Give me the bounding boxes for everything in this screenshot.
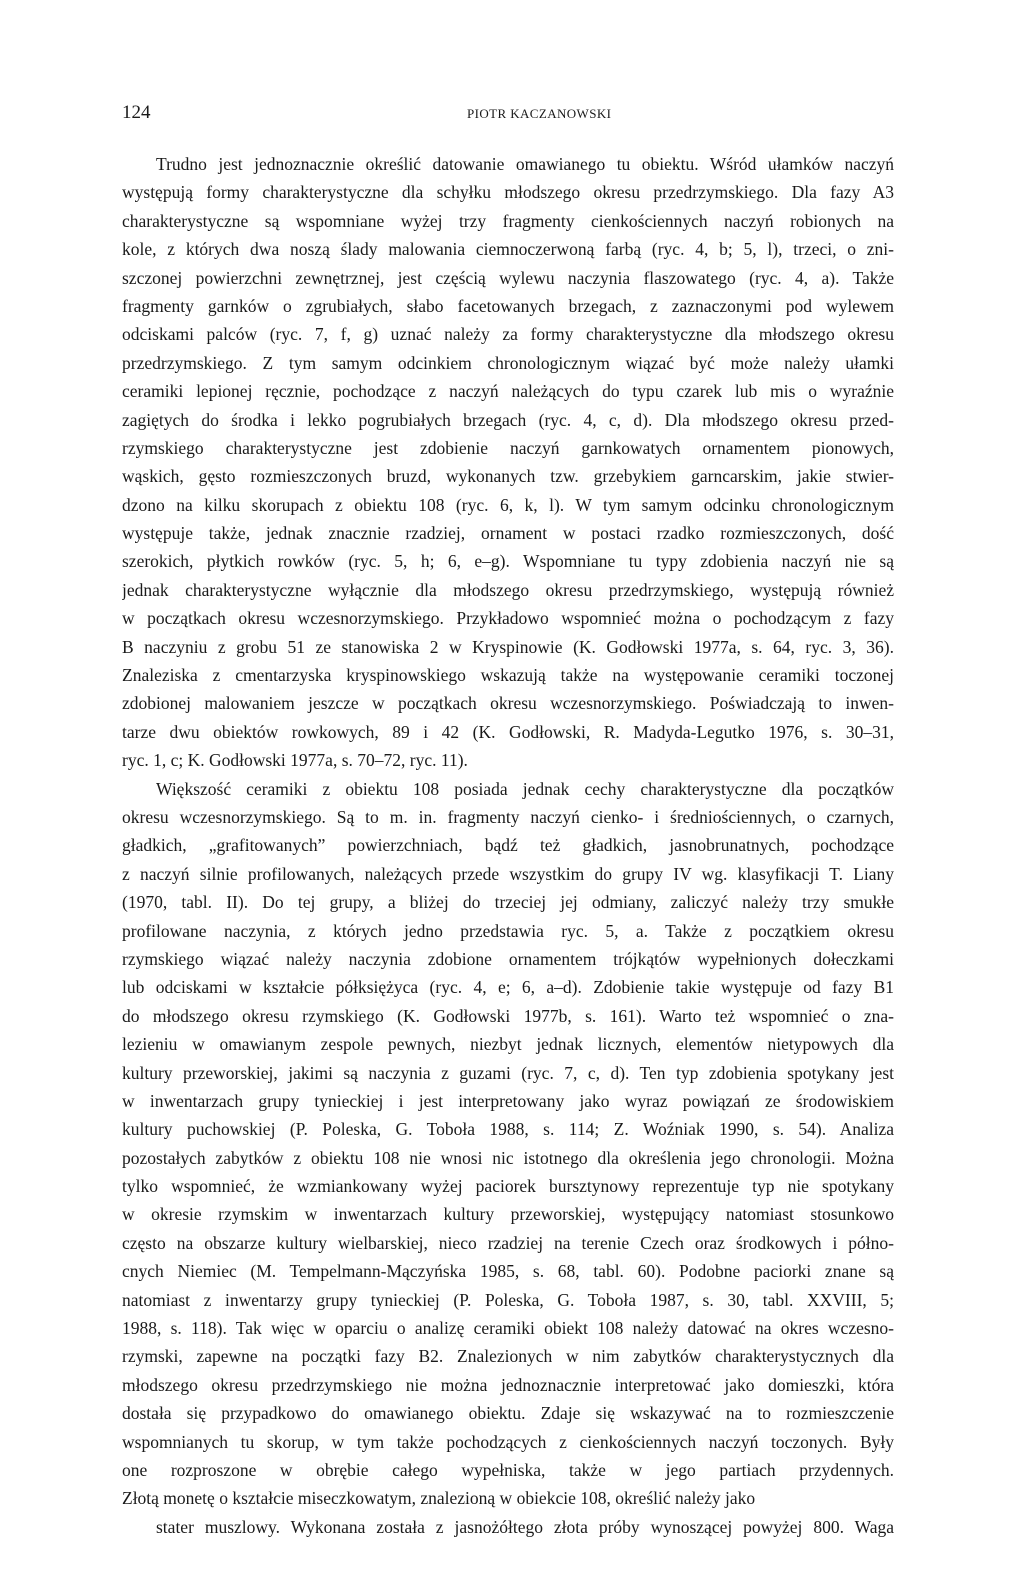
- paragraph-1-line: zagiętych do środka i lekko pogrubiałych brzegach (ryc. 4, c, d). Dla młodszego okresu przed-: [122, 409, 894, 430]
- paragraph-2-line: wspomnianych tu skorup, w tym także pochodzących z cienkościennych naczyń toczonych. Były: [122, 1431, 894, 1452]
- paragraph-2-line: lub odciskami w kształcie półksiężyca (ryc. 4, e; 6, a–d). Zdobienie takie występuje od fazy B1: [122, 977, 894, 998]
- paragraph-2-line: tylko wspomnieć, że wzmiankowany wyżej paciorek bursztynowy reprezentuje typ nie spotykany: [122, 1176, 894, 1197]
- paragraph-2-line: rzymskiego wiązać należy naczynia zdobione ornamentem trójkątów wypełnionych dołeczkami: [122, 948, 894, 969]
- paragraph-1-line: jednak charakterystyczne wyłącznie dla młodszego okresu przedrzymskiego, występują również: [122, 579, 894, 600]
- paragraph-1-line: szczonej powierzchni zewnętrznej, jest częścią wylewu naczynia flaszowatego (ryc. 4, a). Także: [122, 267, 894, 288]
- paragraph-2-line: 1988, s. 118). Tak więc w oparciu o analizę ceramiki obiekt 108 należy datować na okres wczesno-: [122, 1318, 894, 1339]
- paragraph-1-line: rzymskiego charakterystyczne jest zdobienie naczyń garnkowatych ornamentem pionowych,: [122, 437, 894, 458]
- paragraph-2-line: one rozproszone w obrębie całego wypełniska, także w jego partiach przydennych.: [122, 1459, 894, 1480]
- paragraph-2-line: młodszego okresu przedrzymskiego nie można jednoznacznie interpretować jako domieszki, która: [122, 1374, 894, 1395]
- paragraph-1-line: charakterystyczne są wspomniane wyżej trzy fragmenty cienkościennych naczyń robionych na: [122, 210, 894, 231]
- paragraph-2-line: natomiast z inwentarzy grupy tynieckiej (P. Poleska, G. Toboła 1987, s. 30, tabl. XXVIII, 5;: [122, 1289, 894, 1310]
- paragraph-3-line: stater muszlowy. Wykonana została z jasnożółtego złota próby wynoszącej powyżej 800. Waga: [156, 1516, 894, 1537]
- paragraph-2-line: często na obszarze kultury wielbarskiej, nieco rzadziej na terenie Czech oraz środkowych i półno-: [122, 1232, 894, 1253]
- paragraph-2-line: okresu wczesnorzymskiego. Są to m. in. fragmenty naczyń cienko- i średniościennych, o czarnych,: [122, 806, 894, 827]
- paragraph-1-line: występują formy charakterystyczne dla schyłku młodszego okresu przedrzymskiego. Dla fazy A3: [122, 182, 894, 203]
- paragraph-2-line: pozostałych zabytków z obiektu 108 nie wnosi nic istotnego dla określenia jego chronologii. Można: [122, 1147, 894, 1168]
- paragraph-1-line: wąskich, gęsto rozmieszczonych bruzd, wykonanych tzw. grzebykiem garncarskim, jakie stwier-: [122, 466, 894, 487]
- paragraph-1-line: tarze dwu obiektów rowkowych, 89 i 42 (K. Godłowski, R. Madyda-Legutko 1976, s. 30–31,: [122, 721, 894, 742]
- paragraph-1-line: B naczyniu z grobu 51 ze stanowiska 2 w Kryspinowie (K. Godłowski 1977a, s. 64, ryc. 3, 36).: [122, 636, 894, 657]
- paragraph-2-line: Złotą monetę o kształcie miseczkowatym, znalezioną w obiekcie 108, określić należy jako: [122, 1488, 756, 1509]
- paragraph-2-line: gładkich, „grafitowanych” powierzchniach, bądź też gładkich, jasnobrunatnych, pochodzące: [122, 835, 894, 856]
- paragraph-1-line: odciskami palców (ryc. 7, f, g) uznać należy za formy charakterystyczne dla młodszego okresu: [122, 324, 894, 345]
- paragraph-1-line: występuje także, jednak znacznie rzadziej, ornament w postaci rzadko rozmieszczonych, dość: [122, 523, 894, 544]
- running-head-author: PIOTR KACZANOWSKI: [467, 106, 612, 121]
- page-number: 124: [122, 102, 151, 123]
- paragraph-1-line: dzono na kilku skorupach z obiektu 108 (ryc. 6, k, l). W tym samym odcinku chronologicznym: [122, 494, 894, 515]
- paragraph-2-line: (1970, tabl. II). Do tej grupy, a bliżej do trzeciej jej odmiany, zaliczyć należy trzy smukłe: [122, 892, 894, 913]
- paragraph-2-line: Większość ceramiki z obiektu 108 posiada jednak cechy charakterystyczne dla początków: [156, 778, 894, 799]
- paragraph-2-line: lezieniu w omawianym zespole pewnych, niezbyt jednak licznych, elementów nietypowych dla: [122, 1034, 894, 1055]
- paragraph-2-line: profilowane naczynia, z których jedno przedstawia ryc. 5, a. Także z początkiem okresu: [122, 920, 894, 941]
- paragraph-1-line: ryc. 1, c; K. Godłowski 1977a, s. 70–72, ryc. 11).: [122, 750, 468, 771]
- paragraph-1-line: szerokich, płytkich rowków (ryc. 5, h; 6, e–g). Wspomniane tu typy zdobienia naczyń nie są: [122, 551, 894, 572]
- paragraph-2-line: kultury puchowskiej (P. Poleska, G. Toboła 1988, s. 114; Z. Woźniak 1990, s. 54). Analiza: [122, 1119, 894, 1140]
- paragraph-2-line: w inwentarzach grupy tynieckiej i jest interpretowany jako wyraz powiązań ze środowiskiem: [122, 1090, 894, 1111]
- paragraph-2-line: cnych Niemiec (M. Tempelmann-Mączyńska 1985, s. 68, tabl. 60). Podobne paciorki znane są: [122, 1261, 894, 1282]
- paragraph-2-line: rzymski, zapewne na początki fazy B2. Znalezionych w nim zabytków charakterystycznych dla: [122, 1346, 894, 1367]
- paragraph-1-line: kole, z których dwa noszą ślady malowania ciemnoczerwoną farbą (ryc. 4, b; 5, l), trzeci, o zni-: [122, 239, 894, 260]
- paragraph-1-line: fragmenty garnków o zgrubiałych, słabo facetowanych brzegach, z zaznaczonymi pod wylewem: [122, 295, 894, 316]
- paragraph-1-line: Trudno jest jednoznacznie określić datowanie omawianego tu obiektu. Wśród ułamków naczyń: [156, 154, 894, 174]
- paragraph-2-line: dostała się przypadkowo do omawianego obiektu. Zdaje się wskazywać na to rozmieszczenie: [122, 1403, 894, 1424]
- paragraph-2-line: z naczyń silnie profilowanych, należących przede wszystkim do grupy IV wg. klasyfikacji T. Liany: [122, 863, 894, 884]
- paragraph-2-line: do młodszego okresu rzymskiego (K. Godłowski 1977b, s. 161). Warto też wspomnieć o zna-: [122, 1005, 894, 1026]
- paragraph-2-line: w okresie rzymskim w inwentarzach kultury przeworskiej, występujący natomiast stosunkowo: [122, 1204, 894, 1225]
- paragraph-1-line: ceramiki lepionej ręcznie, pochodzące z naczyń należących do typu czarek lub mis o wyraźnie: [122, 381, 894, 402]
- paragraph-3-line: [122, 1541, 894, 1569]
- body-text: [122, 150, 894, 1570]
- page-header: [122, 101, 894, 125]
- paragraph-1-line: Znaleziska z cmentarzyska kryspinowskiego wskazują także na występowanie ceramiki toczonej: [122, 665, 894, 686]
- paragraph-1-line: przedrzymskiego. Z tym samym odcinkiem chronologicznym wiązać być może należy ułamki: [122, 352, 894, 373]
- paragraph-1-line: zdobionej malowaniem jeszcze w początkach okresu wczesnorzymskiego. Poświadczają to inwen-: [122, 693, 894, 714]
- paragraph-2-line: kultury przeworskiej, jakimi są naczynia z guzami (ryc. 7, c, d). Ten typ zdobienia spotykany jest: [122, 1062, 894, 1083]
- paragraph-1-line: w początkach okresu wczesnorzymskiego. Przykładowo wspomnieć można o pochodzącym z fazy: [122, 608, 894, 629]
